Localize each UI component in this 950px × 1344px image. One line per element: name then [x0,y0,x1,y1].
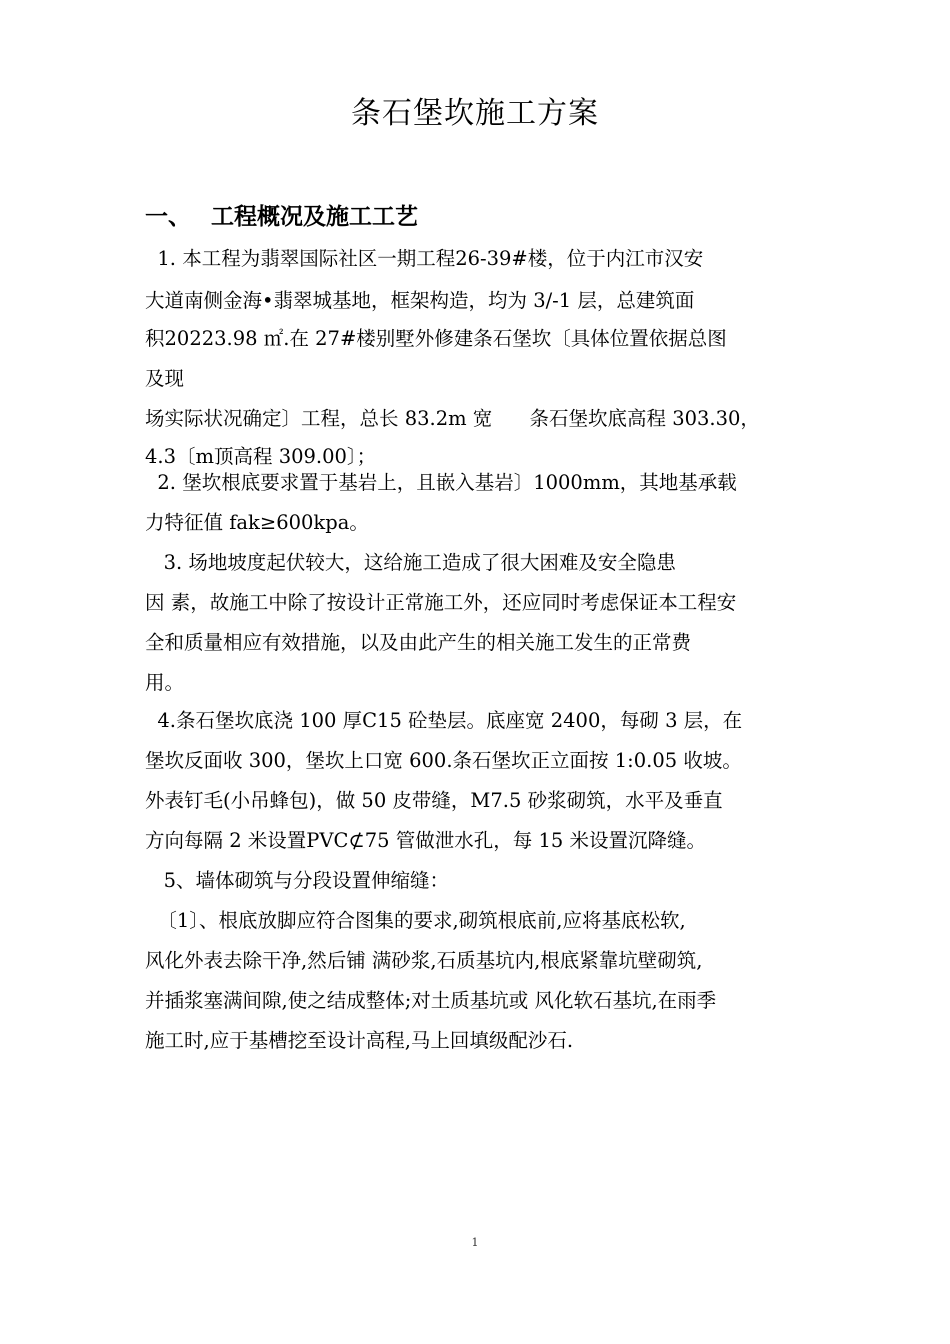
text-line: 2. 堡坎根底要求置于基岩上，且嵌入基岩〕1000mm，其地基承载 [145,471,737,494]
text-line: 〔1〕、根底放脚应符合图集的要求,砌筑根底前,应将基底松软, [145,909,686,932]
text-line: 力特征值 fak≥600kpa。 [145,511,369,534]
text-line: 方向每隔 2 米设置PVC⊄75 管做泄水孔，每 15 米设置沉降缝。 [145,829,706,852]
text-line: 外表钉毛(小吊蜂包)，做 50 皮带缝，M7.5 砂浆砌筑，水平及垂直 [145,789,723,812]
text-line: 积20223.98 ㎡.在 27#楼别墅外修建条石堡坎〔具体位置依据总图 [145,327,727,350]
document-title: 条石堡坎施工方案 [351,96,599,131]
text-line: 1. 本工程为翡翠国际社区一期工程26-39#楼，位于内江市汉安 [145,247,704,270]
section-heading-text: 工程概况及施工工艺 [211,204,418,230]
text-line: 4.条石堡坎底浇 100 厚C15 砼垫层。底座宽 2400，每砌 3 层，在 [145,709,743,732]
section-heading [145,198,418,231]
text-line: 用。 [145,671,185,694]
text-line: 施工时,应于基槽挖至设计高程,马上回填级配沙石. [145,1029,574,1052]
text-line: 大道南侧金海•翡翠城基地，框架构造，均为 3/-1 层，总建筑面 [145,289,695,312]
text-line: 4.3〔m顶高程 309.00〕； [145,445,377,468]
text-line: 场实际状况确定〕工程，总长 83.2m 宽 条石堡坎底高程 303.30， [145,407,760,430]
text-line: 堡坎反面收 300，堡坎上口宽 600.条石堡坎正立面按 1:0.05 收坡。 [145,749,742,772]
text-line: 及现 [145,367,185,390]
text-line: 风化外表去除干净,然后铺 满砂浆,石质基坑内,根底紧靠坑壁砌筑, [145,949,703,972]
text-line: 因 素，故施工中除了按设计正常施工外，还应同时考虑保证本工程安 [145,591,737,614]
text-line: 全和质量相应有效措施，以及由此产生的相关施工发生的正常费 [145,631,692,654]
text-line: 并插浆塞满间隙,使之结成整体;对土质基坑或 风化软石基坑,在雨季 [145,989,717,1012]
text-line: 5、墙体砌筑与分段设置伸缩缝： [145,869,450,892]
section-number: 一、 [145,204,191,230]
page-number: 1 [471,1236,479,1249]
text-line: 3. 场地坡度起伏较大，这给施工造成了很大困难及安全隐患 [145,551,676,574]
